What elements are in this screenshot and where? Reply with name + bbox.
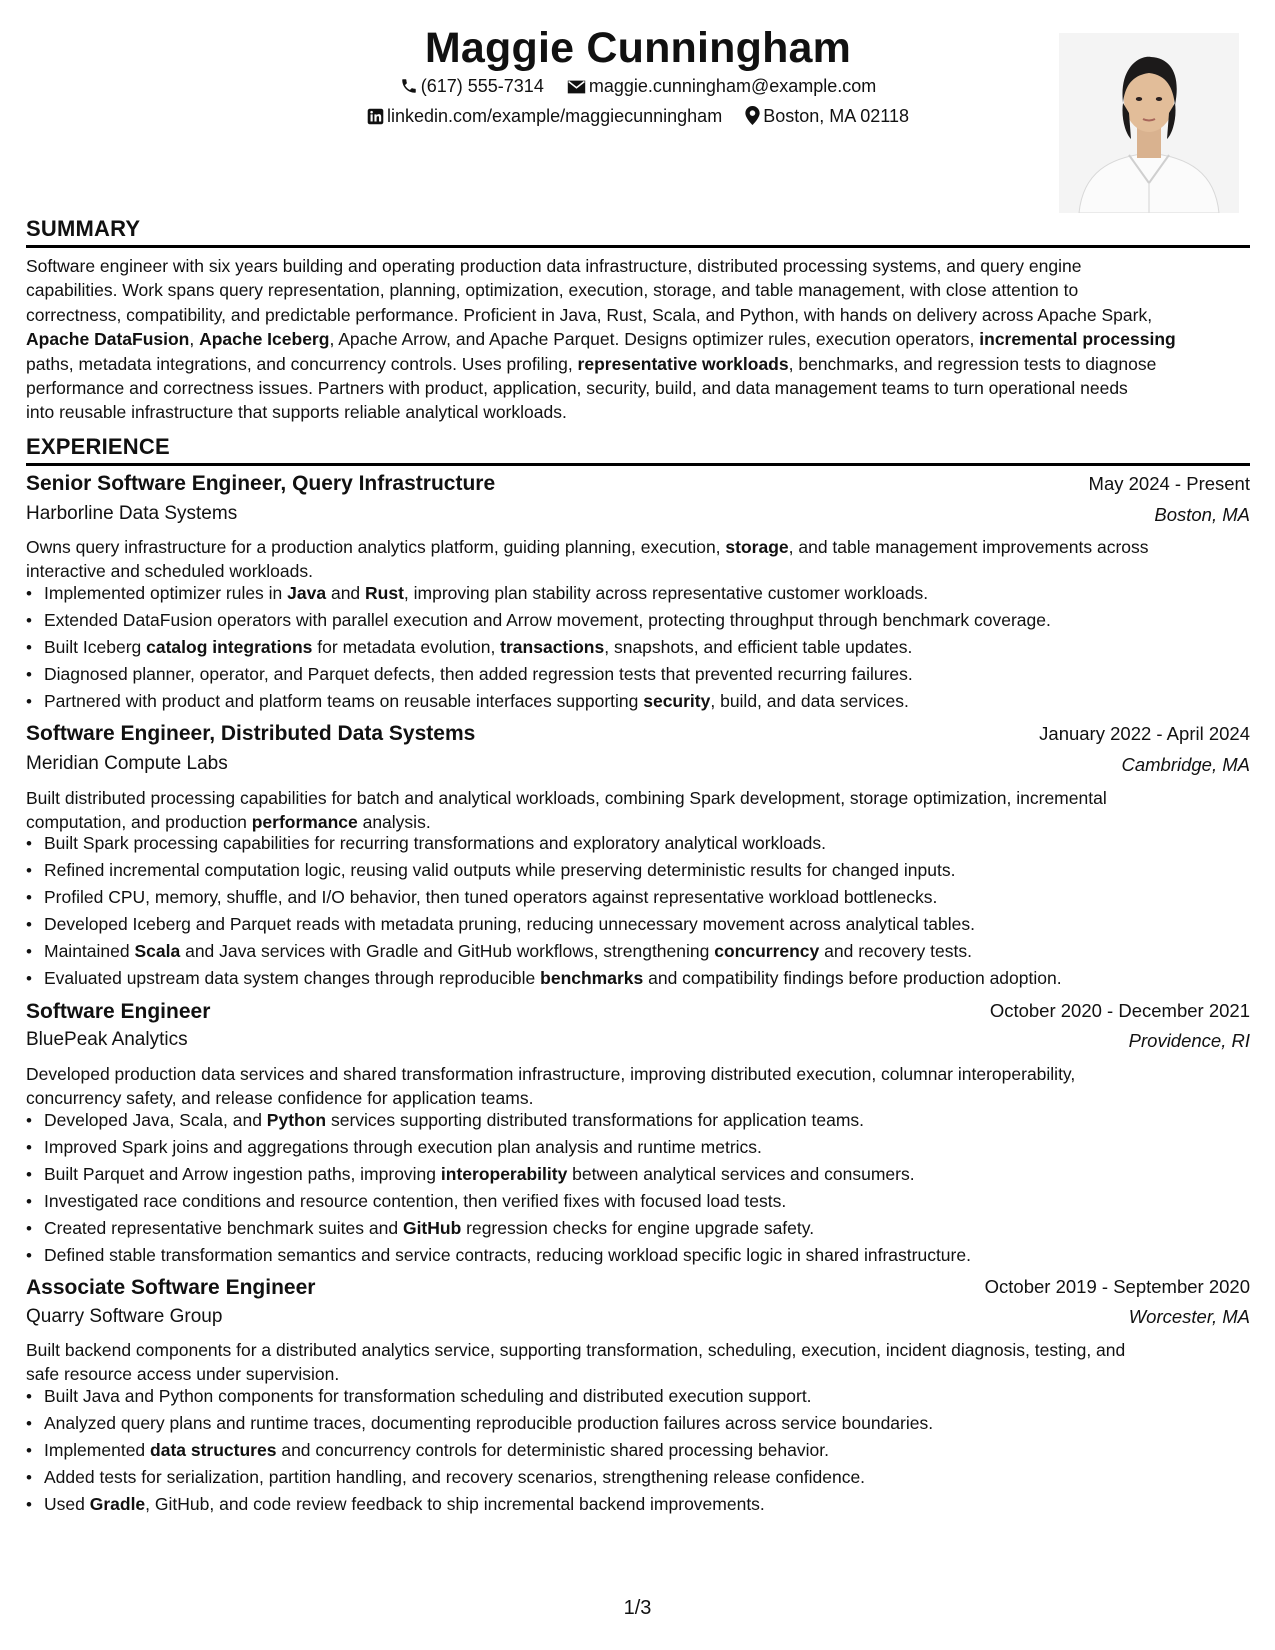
company-name: BluePeak Analytics <box>26 1029 188 1050</box>
bullet-item: • Added tests for serialization, partition handling, and recovery scenarios, strengthening release confidence. <box>44 1464 1268 1491</box>
bullet-item: • Implemented optimizer rules in Java and Rust, improving plan stability across representative customer workloads. <box>44 580 1268 607</box>
emphasis-text: Apache Iceberg <box>199 329 330 350</box>
bullet-item: • Diagnosed planner, operator, and Parquet defects, then added regression tests that prevented recurring failures. <box>44 661 1268 688</box>
job-summary: Built backend components for a distributed analytics service, supporting transformation, scheduling, execution, incident diagnosis, testing, and safe resource access under supervision. <box>26 1340 1126 1385</box>
job-bullets <box>26 830 1268 992</box>
bullet-item: • Partnered with product and platform teams on reusable interfaces supporting security, build, and data services. <box>44 688 1268 715</box>
bullet-item: • Implemented data structures and concurrency controls for deterministic shared processing behavior. <box>44 1437 1268 1464</box>
bullet-item: • Extended DataFusion operators with parallel execution and Arrow movement, protecting throughput through benchmark coverage. <box>44 607 1268 634</box>
contact-linkedin[interactable] <box>367 106 722 127</box>
portrait-illustration <box>1059 33 1239 213</box>
job-title: Associate Software Engineer <box>26 1276 316 1299</box>
job-location: Boston, MA <box>1154 504 1250 525</box>
experience-heading: EXPERIENCE <box>26 434 1250 466</box>
job-title: Senior Software Engineer, Query Infrastructure <box>26 472 496 495</box>
candidate-name: Maggie Cunningham <box>424 24 852 72</box>
job-title: Software Engineer <box>26 1000 211 1023</box>
emphasis-text: representative workloads <box>577 353 789 374</box>
emphasis-text: Scala <box>134 941 181 961</box>
resume-page <box>26 0 1250 1650</box>
emphasis-text: performance <box>251 812 358 833</box>
profile-photo <box>1059 33 1239 213</box>
job-title: Software Engineer, Distributed Data Systems <box>26 722 476 745</box>
contact-email[interactable] <box>567 76 876 97</box>
emphasis-text: concurrency <box>714 941 820 961</box>
bullet-item: • Built Spark processing capabilities for recurring transformations and exploratory analytical workloads. <box>44 830 1268 857</box>
summary-text: Software engineer with six years building and operating production data infrastructure, distributed processing systems, and query engine capabilities. Work spans query representation, planning, optimization, execution, storage, and table management, with close attention to correctness, compatibility, and predictable performance. Proficient in Java, Rust, Scala, and Python, with hands on delivery across Apache Spark, Apache DataFusion, Apache Iceberg, Apache Arrow, and Apache Parquet. Designs optimizer rules, execution operators, incremental processing paths, metadata integrations, and concurrency controls. Uses profiling, representative workloads, benchmarks, and regression tests to diagnose performance and correctness issues. Partners with product, application, security, build, and data management teams to turn operational needs into reusable infrastructure that supports reliable analytical workloads. <box>26 256 1176 423</box>
job-dates: May 2024 - Present <box>1088 473 1250 494</box>
page-number: 1/3 <box>623 1597 652 1619</box>
bullet-item: • Created representative benchmark suites and GitHub regression checks for engine upgrade safety. <box>44 1215 1268 1242</box>
job-dates: October 2019 - September 2020 <box>984 1276 1250 1297</box>
emphasis-text: Rust <box>365 583 404 603</box>
emphasis-text: storage <box>725 537 789 557</box>
job-dates: January 2022 - April 2024 <box>1039 723 1250 744</box>
bullet-item: • Improved Spark joins and aggregations through execution plan analysis and runtime metrics. <box>44 1134 1268 1161</box>
emphasis-text: incremental processing <box>979 329 1176 350</box>
phone-icon <box>400 77 418 95</box>
envelope-icon <box>567 79 586 95</box>
bullet-item: • Used Gradle, GitHub, and code review feedback to ship incremental backend improvements. <box>44 1491 1268 1518</box>
phone-text: (617) 555-7314 <box>420 76 544 96</box>
job-bullets <box>26 580 1268 715</box>
emphasis-text: benchmarks <box>540 968 644 988</box>
emphasis-text: Java <box>287 583 327 603</box>
job-location: Providence, RI <box>1128 1030 1250 1051</box>
resume-header <box>26 22 1250 222</box>
job-location: Worcester, MA <box>1128 1306 1250 1327</box>
contact-location <box>745 106 909 127</box>
bullet-item: • Built Parquet and Arrow ingestion paths, improving interoperability between analytical services and consumers. <box>44 1161 1268 1188</box>
job-dates: October 2020 - December 2021 <box>989 1000 1250 1021</box>
bullet-item: • Developed Iceberg and Parquet reads with metadata pruning, reducing unnecessary movement across analytical tables. <box>44 911 1268 938</box>
emphasis-text: Python <box>266 1110 327 1130</box>
bullet-item: • Refined incremental computation logic, reusing valid outputs while preserving deterministic results for changed inputs. <box>44 857 1268 884</box>
emphasis-text: transactions <box>500 637 605 657</box>
bullet-item: • Investigated race conditions and resource contention, then verified fixes with focused load tests. <box>44 1188 1268 1215</box>
job-summary: Developed production data services and shared transformation infrastructure, improving distributed execution, columnar interoperability, concurrency safety, and release confidence for application teams. <box>26 1064 1076 1109</box>
emphasis-text: Apache DataFusion <box>26 329 190 350</box>
company-name: Harborline Data Systems <box>26 503 238 524</box>
job-bullets <box>26 1107 1268 1269</box>
emphasis-text: GitHub <box>402 1218 462 1238</box>
location-text: Boston, MA 02118 <box>763 106 909 126</box>
job-bullets <box>26 1383 1268 1518</box>
job-summary: Built distributed processing capabilities for batch and analytical workloads, combining Spark development, storage optimization, incremental computation, and production performance analysis. <box>26 788 1107 833</box>
emphasis-text: Gradle <box>89 1494 146 1514</box>
job-summary: Owns query infrastructure for a production analytics platform, guiding planning, execution, storage, and table management improvements across interactive and scheduled workloads. <box>26 537 1149 582</box>
linkedin-text[interactable]: linkedin.com/example/maggiecunningham <box>387 106 723 126</box>
bullet-item: • Defined stable transformation semantics and service contracts, reducing workload specific logic in shared infrastructure. <box>44 1242 1268 1269</box>
bullet-item: • Built Iceberg catalog integrations for metadata evolution, transactions, snapshots, and efficient table updates. <box>44 634 1268 661</box>
company-name: Quarry Software Group <box>26 1306 223 1327</box>
company-name: Meridian Compute Labs <box>26 753 228 774</box>
bullet-item: • Analyzed query plans and runtime traces, documenting reproducible production failures across service boundaries. <box>44 1410 1268 1437</box>
emphasis-text: catalog integrations <box>146 637 313 657</box>
bullet-item: • Built Java and Python components for transformation scheduling and distributed execution support. <box>44 1383 1268 1410</box>
contact-phone <box>400 76 544 97</box>
job-location: Cambridge, MA <box>1121 754 1250 775</box>
email-text[interactable]: maggie.cunningham@example.com <box>588 76 877 96</box>
bullet-item: • Maintained Scala and Java services with Gradle and GitHub workflows, strengthening concurrency and recovery tests. <box>44 938 1268 965</box>
map-pin-icon <box>745 106 760 125</box>
bullet-item: • Evaluated upstream data system changes through reproducible benchmarks and compatibility findings before production adoption. <box>44 965 1268 992</box>
emphasis-text: interoperability <box>440 1164 568 1184</box>
emphasis-text: data structures <box>150 1440 277 1460</box>
bullet-item: • Profiled CPU, memory, shuffle, and I/O behavior, then tuned operators against representative workload bottlenecks. <box>44 884 1268 911</box>
linkedin-icon <box>367 108 384 125</box>
summary-heading: SUMMARY <box>26 216 1250 248</box>
bullet-item: • Developed Java, Scala, and Python services supporting distributed transformations for application teams. <box>44 1107 1268 1134</box>
emphasis-text: security <box>643 691 711 711</box>
